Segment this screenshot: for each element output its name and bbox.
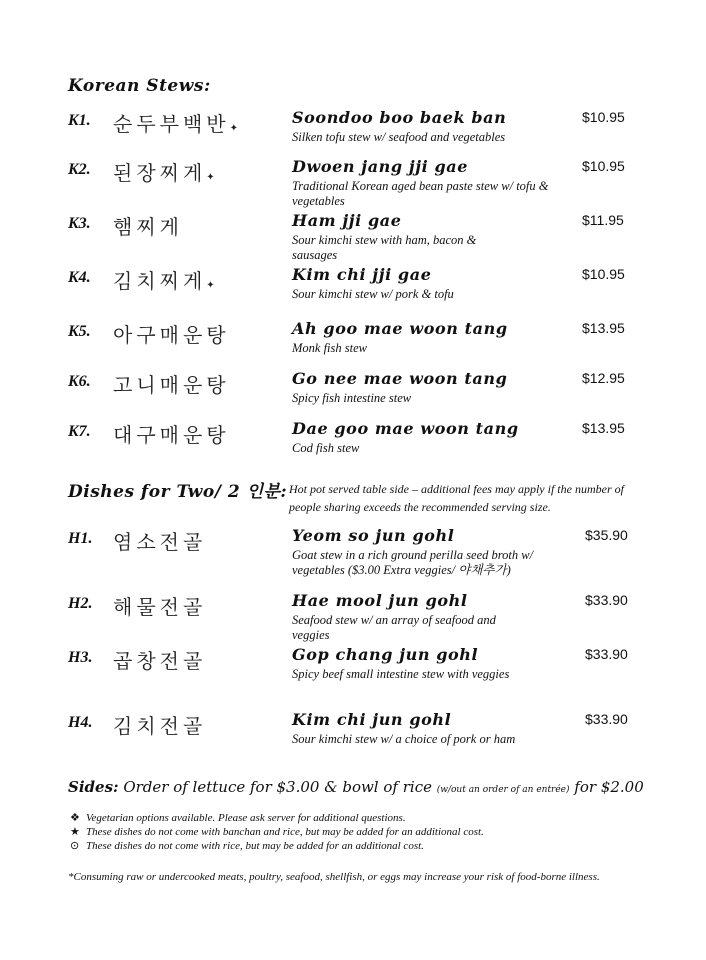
item-korean-name: 된장찌게✦ <box>113 161 215 185</box>
item-code: H3. <box>68 649 93 666</box>
hot-pot-note: Hot pot served table side – additional fees may apply if the number of people sharing exceeds the recommended serving size. <box>289 482 624 514</box>
item-name: Hae mool jun gohl <box>292 591 468 610</box>
item-price: $13.95 <box>582 320 625 336</box>
item-korean-name: 염소전골 <box>113 530 207 554</box>
item-code: K2. <box>68 161 91 178</box>
item-price: $33.90 <box>585 711 628 727</box>
vegetarian-mark-icon: ✦ <box>206 172 215 183</box>
item-price: $33.90 <box>585 592 628 608</box>
item-description: Silken tofu stew w/ seafood and vegetables <box>292 130 506 144</box>
item-description: Spicy beef small intestine stew with veggies <box>292 667 510 681</box>
item-code: H1. <box>68 530 93 547</box>
item-name: Dae goo mae woon tang <box>292 419 519 438</box>
sides-small-note: (w/out an order of an entrée) <box>436 785 570 795</box>
item-name: Kim chi jun gohl <box>292 710 452 729</box>
item-code: K7. <box>68 423 91 440</box>
item-korean-name: 대구매운탕 <box>113 423 230 447</box>
item-description: Traditional Korean aged bean paste stew w/ tofu & vegetables <box>292 179 549 208</box>
item-code: K4. <box>68 269 91 286</box>
item-code: K1. <box>68 112 91 129</box>
item-code: K3. <box>68 215 91 232</box>
legend-no-rice <box>70 839 670 852</box>
item-description: Sour kimchi stew w/ pork & tofu <box>292 287 454 301</box>
item-price: $33.90 <box>585 646 628 662</box>
item-name: Ah goo mae woon tang <box>292 319 508 338</box>
legend-no-banchan <box>70 825 670 838</box>
food-safety-disclaimer: *Consuming raw or undercooked meats, poultry, seafood, shellfish, or eggs may increase your risk of food-borne illness. <box>68 871 600 883</box>
sides-text: Order of lettuce for $3.00 & bowl of rice <box>118 778 437 796</box>
item-price: $10.95 <box>582 109 625 125</box>
item-price: $12.95 <box>582 370 625 386</box>
item-price: $10.95 <box>582 158 625 174</box>
item-name: Ham jji gae <box>292 211 402 230</box>
item-korean-name: 해물전골 <box>113 595 207 619</box>
item-korean-name: 아구매운탕 <box>113 323 230 347</box>
item-code: K6. <box>68 373 91 390</box>
item-korean-name: 곱창전골 <box>113 649 207 673</box>
section-title-korean-stews: Korean Stews: <box>68 76 211 96</box>
section-title-dishes-for-two: Dishes for Two/ 2 인분: <box>68 482 288 502</box>
legend-vegetarian <box>70 811 670 824</box>
vegetarian-mark-icon: ✦ <box>229 123 238 134</box>
sides-label: Sides: <box>68 778 119 796</box>
item-korean-name: 김치전골 <box>113 714 207 738</box>
item-name: Go nee mae woon tang <box>292 369 508 388</box>
circled-dot-icon: ⊙ <box>70 840 80 852</box>
diamond-icon: ❖ <box>70 812 80 824</box>
item-name: Dwoen jang jji gae <box>292 157 469 176</box>
item-korean-name: 햄찌게 <box>113 215 183 239</box>
legend-text: These dishes do not come with banchan and rice, but may be added for an additional cost. <box>86 826 484 838</box>
item-description: Goat stew in a rich ground perilla seed broth w/ vegetables ($3.00 Extra veggies/ 야채추가) <box>292 548 534 577</box>
item-name: Gop chang jun gohl <box>292 645 479 664</box>
item-description: Sour kimchi stew w/ a choice of pork or ham <box>292 732 516 746</box>
item-korean-name: 순두부백반✦ <box>113 112 238 136</box>
star-icon: ★ <box>70 826 80 838</box>
item-description: Monk fish stew <box>292 341 367 355</box>
item-price: $35.90 <box>585 527 628 543</box>
item-name: Kim chi jji gae <box>292 265 432 284</box>
sides-line <box>68 778 644 796</box>
item-name: Yeom so jun gohl <box>292 526 455 545</box>
item-code: H2. <box>68 595 93 612</box>
item-code: K5. <box>68 323 91 340</box>
item-code: H4. <box>68 714 93 731</box>
sides-text-rice-price: for $2.00 <box>569 778 644 796</box>
item-price: $10.95 <box>582 266 625 282</box>
item-korean-name: 고니매운탕 <box>113 373 230 397</box>
item-price: $13.95 <box>582 420 625 436</box>
legend-text: These dishes do not come with rice, but may be added for an additional cost. <box>86 840 424 852</box>
item-description: Cod fish stew <box>292 441 360 455</box>
item-description: Spicy fish intestine stew <box>292 391 412 405</box>
item-description: Seafood stew w/ an array of seafood and veggies <box>292 613 496 642</box>
item-description: Sour kimchi stew with ham, bacon & sausages <box>292 233 477 262</box>
vegetarian-mark-icon: ✦ <box>206 280 215 291</box>
legend-text: Vegetarian options available. Please ask server for additional questions. <box>86 812 406 824</box>
item-name: Soondoo boo baek ban <box>292 108 507 127</box>
item-korean-name: 김치찌게✦ <box>113 269 215 293</box>
item-price: $11.95 <box>582 212 624 228</box>
